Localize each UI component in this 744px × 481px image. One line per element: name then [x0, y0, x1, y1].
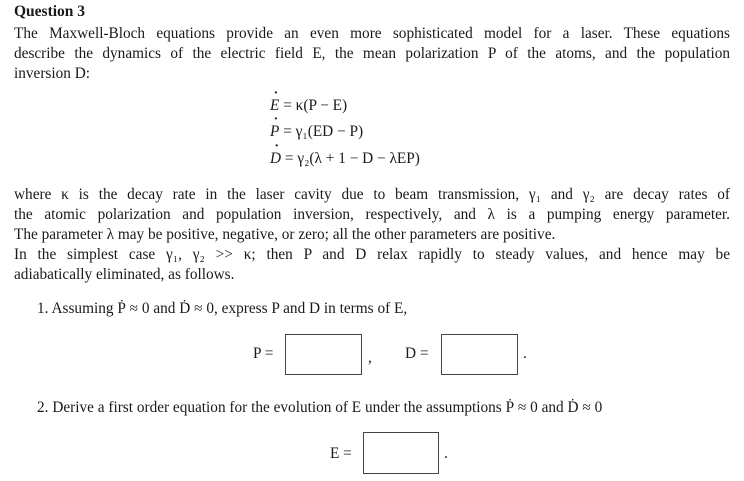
- body-line: where κ is the decay rate in the laser cavity due to beam transmission, γ₁ and γ₂ are decay rates of: [14, 186, 730, 203]
- part-number: 2.: [37, 399, 49, 416]
- equation-rhs: = γ₁(ED − P): [283, 123, 364, 140]
- part-number: 1.: [37, 300, 49, 317]
- body-line: The parameter λ may be positive, negative, or zero; all the other parameters are positive.: [14, 226, 556, 243]
- equation-rhs: = γ₂(λ + 1 − D − λEP): [284, 150, 420, 167]
- answer-trail: .: [523, 345, 527, 362]
- answer-box-p[interactable]: [285, 334, 362, 375]
- body-line: adiabatically eliminated, as follows.: [14, 266, 235, 283]
- part-2-prompt: [37, 399, 602, 417]
- equation-d-dot: [270, 150, 420, 168]
- answer-trail: .: [444, 445, 448, 462]
- answer-label-e: E =: [330, 445, 352, 462]
- equation-rhs: = κ(P − E): [283, 97, 348, 114]
- equation-lhs: · P: [270, 123, 279, 141]
- body-line: In the simplest case γ₁, γ₂ >> κ; then P and D relax rapidly to steady values, and hence may be: [14, 246, 730, 263]
- answer-trail: ,: [368, 349, 372, 366]
- question-title: Question 3: [14, 3, 86, 20]
- answer-box-d[interactable]: [441, 334, 518, 375]
- intro-line: The Maxwell-Bloch equations provide an even more sophisticated model for a laser. These equations: [14, 25, 730, 42]
- part-1-prompt: [37, 300, 407, 318]
- intro-line: describe the dynamics of the electric field E, the mean polarization P of the atoms, and the population: [14, 45, 730, 62]
- equation-p-dot: [270, 123, 363, 141]
- body-paragraph: [14, 185, 730, 285]
- intro-paragraph: [14, 24, 730, 84]
- answer-label-p: P =: [253, 345, 274, 362]
- equation-lhs: · D: [270, 150, 281, 168]
- answer-box-e[interactable]: [363, 432, 439, 474]
- equation-e-dot: [270, 97, 347, 115]
- equation-lhs: · E: [270, 97, 279, 115]
- part-text: Derive a first order equation for the evolution of E under the assumptions Ṗ ≈ 0 and Ḋ ≈ 0: [52, 399, 603, 416]
- answer-label-d: D =: [405, 345, 429, 362]
- body-line: the atomic polarization and population inversion, respectively, and λ is a pumping energy parameter.: [14, 206, 730, 223]
- intro-line: inversion D:: [14, 65, 91, 82]
- part-text: Assuming Ṗ ≈ 0 and Ḋ ≈ 0, express P and D in terms of E,: [51, 300, 408, 317]
